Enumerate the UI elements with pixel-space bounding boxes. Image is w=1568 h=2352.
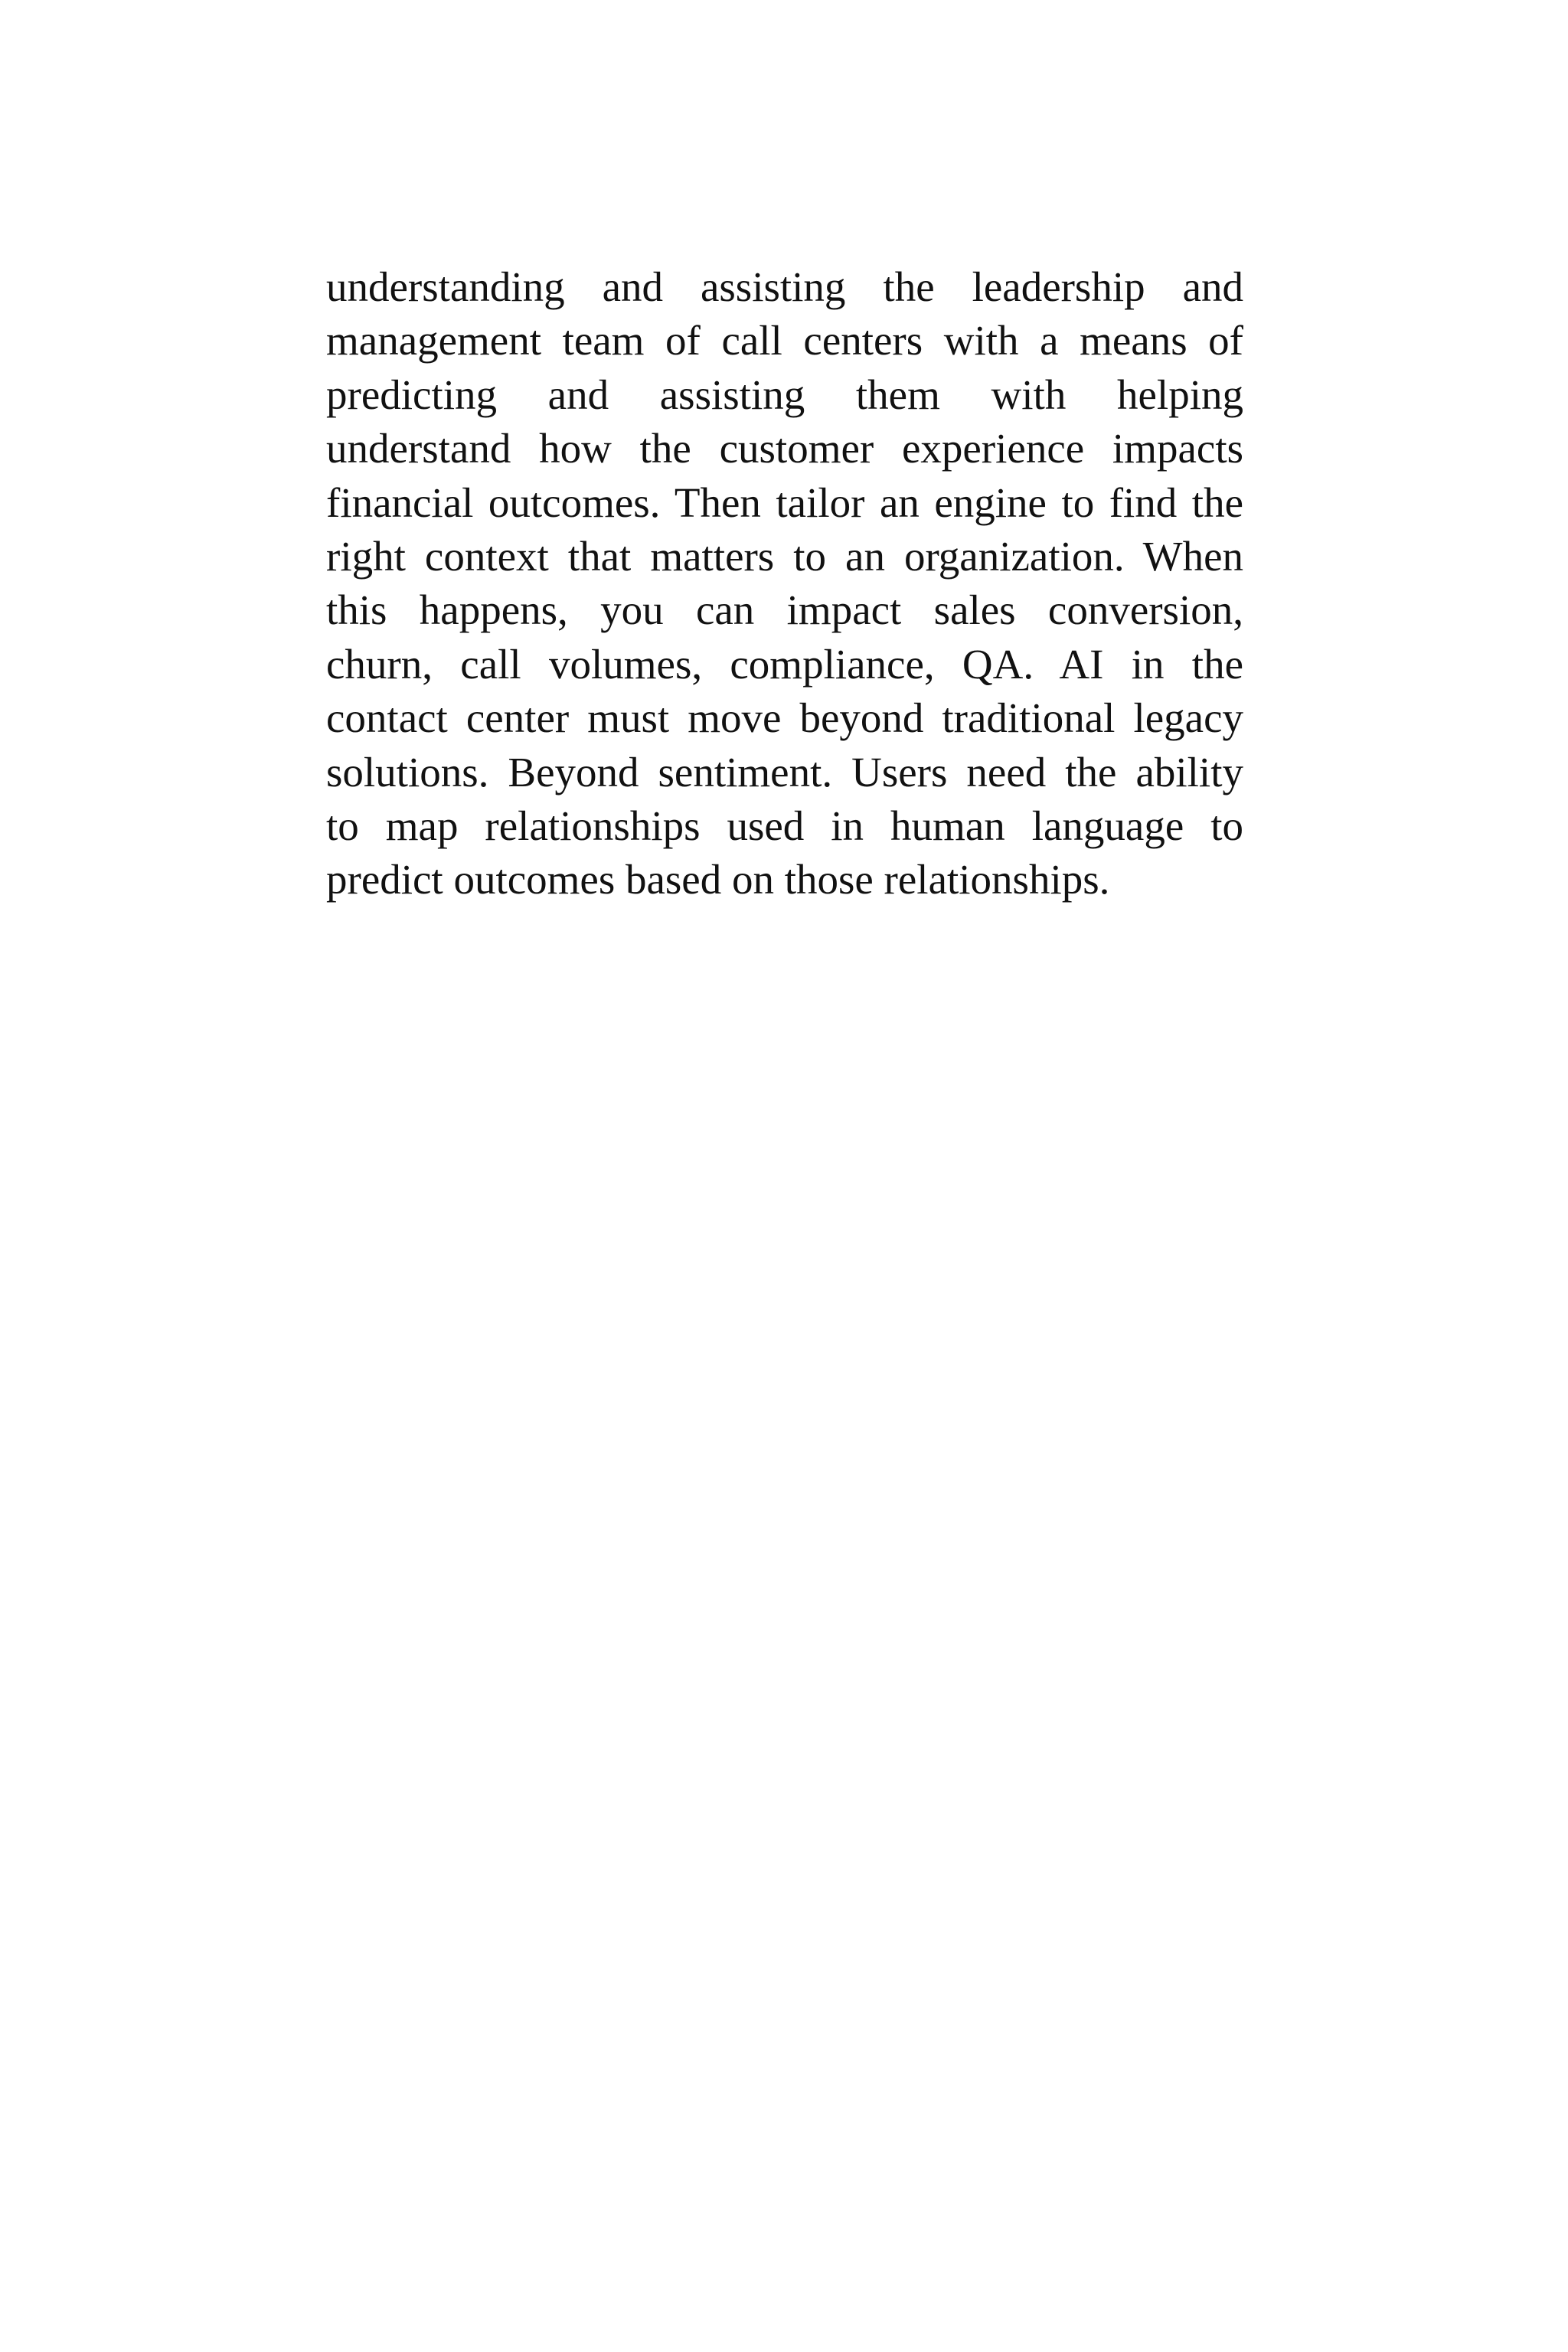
paragraph-line: solutions. Beyond sentiment. Users need the ability xyxy=(326,748,1243,795)
paragraph-line: predicting and assisting them with helping xyxy=(326,371,1243,418)
body-paragraph xyxy=(326,260,1243,907)
paragraph-line: financial outcomes. Then tailor an engine to find the xyxy=(326,479,1243,526)
paragraph-line: understand how the customer experience impacts xyxy=(326,425,1243,472)
paragraph-line: management team of call centers with a means of xyxy=(326,317,1243,364)
paragraph-line: predict outcomes based on those relationships. xyxy=(326,856,1110,903)
paragraph-line: churn, call volumes, compliance, QA. AI in the xyxy=(326,640,1243,688)
paragraph-line: right context that matters to an organization. When xyxy=(326,533,1243,580)
paragraph-line: understanding and assisting the leadership and xyxy=(326,263,1243,310)
paragraph-line: to map relationships used in human language to xyxy=(326,802,1243,850)
paragraph-line: this happens, you can impact sales conversion, xyxy=(326,586,1243,634)
paragraph-line: contact center must move beyond traditional legacy xyxy=(326,694,1243,742)
